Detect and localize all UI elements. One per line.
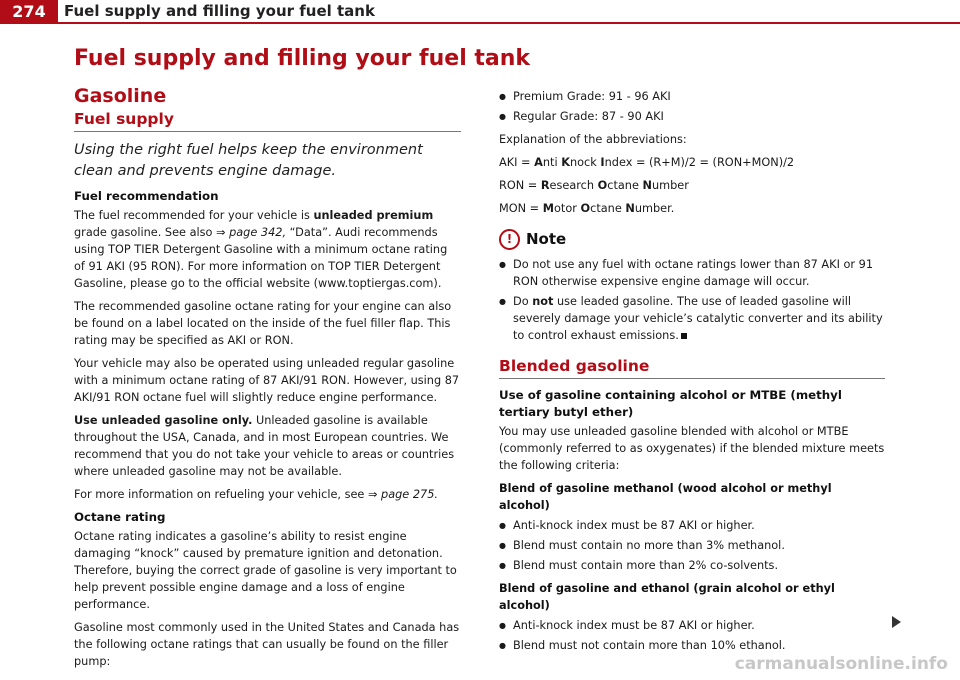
paragraph-label-location: The recommended gasoline octane rating for your engine can also be found on a label located on the inside of the fuel filler flap. This rating may be specified as AKI or RON. xyxy=(74,300,452,347)
list-item xyxy=(499,293,885,344)
note-list xyxy=(499,256,885,344)
paragraph-blended: You may use unleaded gasoline blended with alcohol or MTBE (commonly referred to as oxygenates) if the blended mixture meets the following criteria: xyxy=(499,425,885,472)
list-item: ● Regular Grade: 87 - 90 AKI xyxy=(499,108,885,125)
running-title: Fuel supply and filling your fuel tank xyxy=(64,2,375,20)
ethanol-list xyxy=(499,617,885,654)
watermark: carmanualsonline.info xyxy=(734,654,948,674)
emphasis-unleaded-only: Use unleaded gasoline only. xyxy=(74,414,253,427)
header-rule xyxy=(0,22,960,24)
blended-subheading: Use of gasoline containing alcohol or MTBE (methyl tertiary butyl ether) xyxy=(499,388,842,419)
text-span: MON = xyxy=(499,202,543,215)
text-span: use leaded gasoline. The use of leaded gasoline will severely damage your vehicle’s catalytic converter and its ability to control exhaust emissions. xyxy=(513,295,883,342)
page-reference-link[interactable]: page 342, xyxy=(229,226,287,239)
methanol-list xyxy=(499,517,885,574)
list-item: ● Premium Grade: 91 - 96 AKI xyxy=(499,88,885,105)
continue-arrow-icon xyxy=(892,616,901,628)
abbr-letter: M xyxy=(542,202,554,215)
methanol-heading: Blend of gasoline methanol (wood alcohol or methyl alcohol) xyxy=(499,482,832,512)
abbr-letter: K xyxy=(561,156,570,169)
abbr-letter: O xyxy=(597,179,608,192)
abbr-letter: I xyxy=(600,156,605,169)
text-span: RON = xyxy=(499,179,541,192)
text-span: ctane xyxy=(590,202,626,215)
paragraph-octane-2: Gasoline most commonly used in the United States and Canada has the following octane ratings that can usually be found on the filler pump: xyxy=(74,621,460,668)
text-span: The fuel recommended for your vehicle is xyxy=(74,209,314,222)
list-item: ● Anti-knock index must be 87 AKI or higher. xyxy=(499,517,885,534)
paragraph-recommendation xyxy=(74,207,461,292)
abbr-letter: R xyxy=(540,179,550,192)
chapter-title: Fuel supply and filling your fuel tank xyxy=(74,46,531,71)
note-header xyxy=(499,229,885,250)
text-span: AKI = xyxy=(499,156,535,169)
section-title-gasoline: Gasoline xyxy=(74,85,167,107)
left-column xyxy=(74,85,461,676)
text-span: nock xyxy=(569,156,601,169)
subsection-title-fuel-supply: Fuel supply xyxy=(74,111,461,132)
abbreviation-aki xyxy=(499,154,885,171)
text-span: nti xyxy=(542,156,562,169)
list-item: ● Blend must contain more than 2% co-solvents. xyxy=(499,557,885,574)
text-span: Do xyxy=(513,295,533,308)
paragraph-octane-1: Octane rating indicates a gasoline’s ability to resist engine damaging “knock” caused by premature ignition and detonation. Therefore, buying the correct grade of gasoline is very important to help prevent possible engine damage and a loss of engine performance. xyxy=(74,530,457,611)
page-reference-link[interactable]: page 275. xyxy=(381,488,438,501)
list-item: ● Anti-knock index must be 87 AKI or higher. xyxy=(499,617,885,634)
text-span: For more information on refueling your vehicle, see ⇒ xyxy=(74,488,382,501)
paragraph-refueling-ref xyxy=(74,486,461,503)
emphasis-not: not xyxy=(532,295,554,308)
text-span: umber xyxy=(651,179,689,192)
text-span: esearch xyxy=(549,179,598,192)
emphasis-unleaded-premium: unleaded premium xyxy=(313,209,434,222)
list-item: ● Blend must not contain more than 10% ethanol. xyxy=(499,637,885,654)
explanation-text: Explanation of the abbreviations: xyxy=(499,133,687,146)
octane-rating-heading: Octane rating xyxy=(74,510,166,524)
abbreviation-ron xyxy=(499,177,885,194)
text-span: otor xyxy=(554,202,581,215)
abbr-letter: N xyxy=(625,202,635,215)
text-span: umber. xyxy=(634,202,675,215)
caution-icon: ! xyxy=(499,229,520,250)
subsection-title-blended-gasoline: Blended gasoline xyxy=(499,358,885,379)
page-number: 274 xyxy=(0,0,58,22)
paragraph-unleaded-only xyxy=(74,412,461,480)
list-item: ● Blend must contain no more than 3% methanol. xyxy=(499,537,885,554)
intro-text: Using the right fuel helps keep the environment clean and prevents engine damage. xyxy=(74,142,423,179)
text-span: grade gasoline. See also ⇒ xyxy=(74,226,230,239)
abbreviation-mon xyxy=(499,200,885,217)
grade-list xyxy=(499,88,885,125)
text-span: Unleaded gasoline is available throughout the USA, Canada, and in most European countries. We recommend that you do not take your vehicle to areas or countries where unleaded gasoline may not be available. xyxy=(74,414,455,478)
text-span: “Data”. Audi recommends using TOP TIER Detergent Gasoline with a minimum octane rating of 91 AKI (95 RON). For more information on TOP TIER Detergent Gasoline, please go to the official website (www.toptiergas.com). xyxy=(74,226,448,290)
end-of-section-mark xyxy=(681,333,687,339)
abbr-letter: A xyxy=(534,156,543,169)
ethanol-heading: Blend of gasoline and ethanol (grain alcohol or ethyl alcohol) xyxy=(499,582,835,612)
abbr-letter: N xyxy=(642,179,652,192)
note-title: Note xyxy=(526,230,567,248)
abbr-letter: O xyxy=(580,202,591,215)
text-span: ctane xyxy=(607,179,643,192)
fuel-recommendation-heading: Fuel recommendation xyxy=(74,189,219,203)
paragraph-regular-gasoline: Your vehicle may also be operated using unleaded regular gasoline with a minimum octane rating of 87 AKI/91 RON. However, using 87 AKI/91 RON octane fuel will slightly reduce engine performance. xyxy=(74,357,460,404)
list-item: ● Do not use any fuel with octane ratings lower than 87 AKI or 91 RON otherwise expensive engine damage will occur. xyxy=(499,256,885,290)
text-span: ndex = (R+M)/2 = (RON+MON)/2 xyxy=(604,156,795,169)
right-column xyxy=(499,88,885,660)
